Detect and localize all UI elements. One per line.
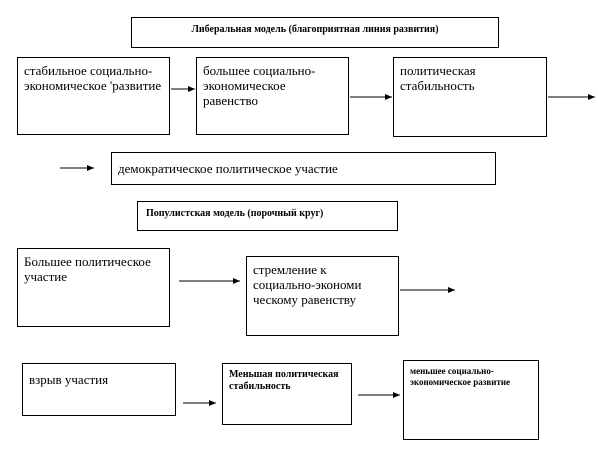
liberal-box-political-stability: политическая стабильность — [393, 57, 547, 137]
populist-box-greater-participation: Большее политическое участие — [17, 248, 170, 327]
populist-model-title: Популистская модель (порочный круг) — [137, 201, 398, 231]
populist-box-less-stability: Меньшая политическая стабильность — [222, 363, 352, 425]
liberal-box-stable-development: стабильное социально-экономическое 'развитие — [17, 57, 170, 135]
liberal-box-democratic-participation: демократическое политическое участие — [111, 152, 496, 185]
populist-box-striving-equality: стремление к социально-экономи ческому равенству — [246, 256, 399, 336]
populist-box-less-development: меньшее социально-экономическое развитие — [403, 360, 539, 440]
liberal-box-greater-equality: большее социально-экономическое равенство — [196, 57, 349, 135]
populist-box-participation-explosion: взрыв участия — [22, 363, 176, 416]
liberal-model-title: Либеральная модель (благоприятная линия развития) — [131, 17, 499, 48]
